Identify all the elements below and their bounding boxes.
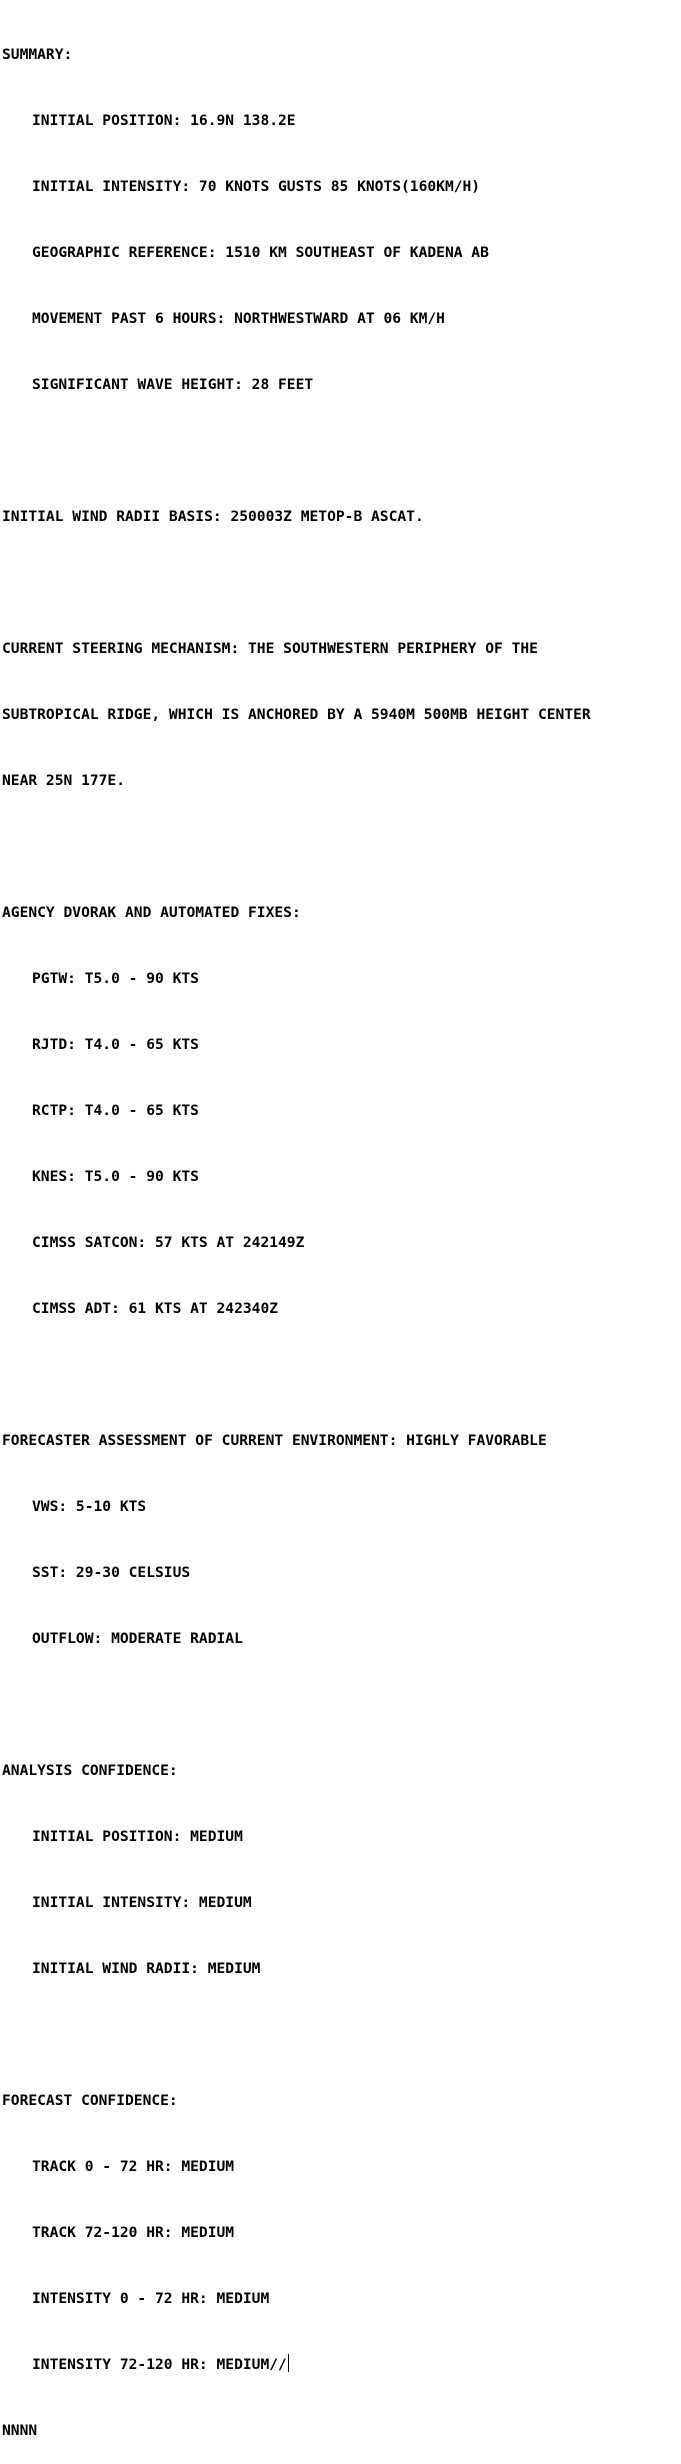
blank-line [2,1364,591,1386]
initial-position-line: INITIAL POSITION: 16.9N 138.2E [32,112,296,129]
wave-height-line: SIGNIFICANT WAVE HEIGHT: 28 FEET [32,376,314,393]
analysis-confidence-heading: ANALYSIS CONFIDENCE: [2,1762,178,1779]
fix-item: RCTP: T4.0 - 65 KTS [32,1102,199,1119]
forecast-confidence-item: TRACK 72-120 HR: MEDIUM [32,2224,235,2241]
wind-radii-line: INITIAL WIND RADII BASIS: 250003Z METOP-B ASCAT. [2,508,424,525]
environment-heading: FORECASTER ASSESSMENT OF CURRENT ENVIRONMENT: HIGHLY FAVORABLE [2,1432,547,1449]
blank-line [2,2024,591,2046]
movement-line: MOVEMENT PAST 6 HOURS: NORTHWESTWARD AT 06 KM/H [32,310,445,327]
end-marker: NNNN [2,2422,38,2439]
forecast-confidence-item: INTENSITY 0 - 72 HR: MEDIUM [32,2290,270,2307]
fix-item: CIMSS ADT: 61 KTS AT 242340Z [32,1300,279,1317]
analysis-confidence-item: INITIAL INTENSITY: MEDIUM [32,1894,252,1911]
summary-heading: SUMMARY: [2,46,73,63]
text-cursor [288,2354,289,2372]
environment-item: OUTFLOW: MODERATE RADIAL [32,1630,243,1647]
warning-text-document [2,0,591,2464]
steering-line: CURRENT STEERING MECHANISM: THE SOUTHWESTERN PERIPHERY OF THE [2,640,538,657]
fix-item: PGTW: T5.0 - 90 KTS [32,970,199,987]
forecast-confidence-heading: FORECAST CONFIDENCE: [2,2092,178,2109]
blank-line [2,440,591,462]
analysis-confidence-item: INITIAL WIND RADII: MEDIUM [32,1960,261,1977]
forecast-confidence-item: TRACK 0 - 72 HR: MEDIUM [32,2158,235,2175]
blank-line [2,572,591,594]
forecast-confidence-item: INTENSITY 72-120 HR: MEDIUM// [32,2356,287,2373]
steering-line: SUBTROPICAL RIDGE, WHICH IS ANCHORED BY A 5940M 500MB HEIGHT CENTER [2,706,591,723]
geographic-reference-line: GEOGRAPHIC REFERENCE: 1510 KM SOUTHEAST OF KADENA AB [32,244,489,261]
steering-line: NEAR 25N 177E. [2,772,126,789]
environment-item: SST: 29-30 CELSIUS [32,1564,191,1581]
fix-item: CIMSS SATCON: 57 KTS AT 242149Z [32,1234,305,1251]
analysis-confidence-item: INITIAL POSITION: MEDIUM [32,1828,243,1845]
forecast-confidence-last-line[interactable] [2,2354,591,2376]
fix-item: RJTD: T4.0 - 65 KTS [32,1036,199,1053]
environment-item: VWS: 5-10 KTS [32,1498,147,1515]
initial-intensity-line: INITIAL INTENSITY: 70 KNOTS GUSTS 85 KNOTS(160KM/H) [32,178,481,195]
blank-line [2,836,591,858]
blank-line [2,1694,591,1716]
fixes-heading: AGENCY DVORAK AND AUTOMATED FIXES: [2,904,301,921]
fix-item: KNES: T5.0 - 90 KTS [32,1168,199,1185]
